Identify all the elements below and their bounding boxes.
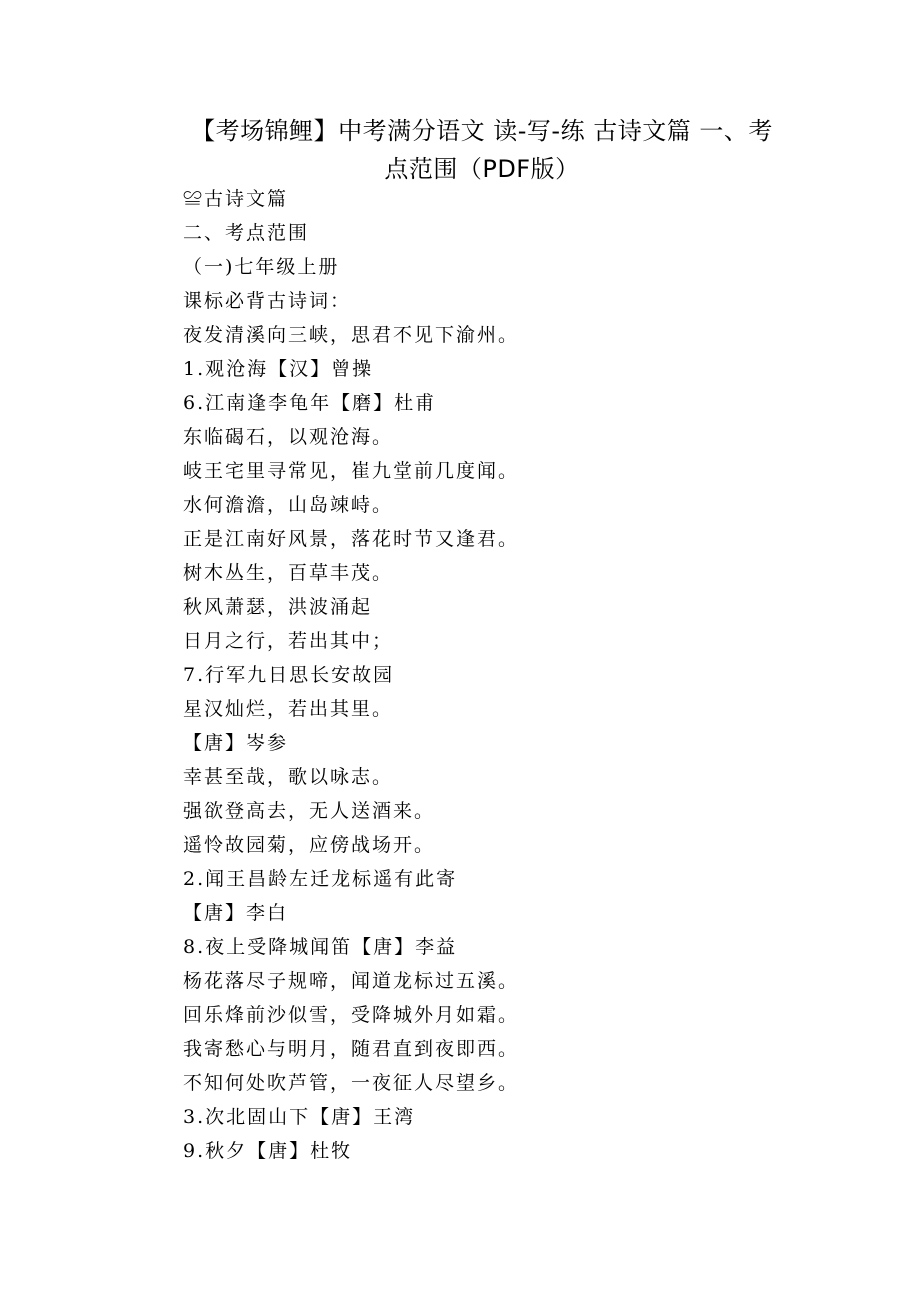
text-line: 回乐烽前沙似雪，受降城外月如霜。 xyxy=(183,1004,520,1026)
text-line: 7.行军九日思长安故园 xyxy=(183,664,395,686)
text-line: 【唐】岑参 xyxy=(183,732,289,754)
text-line: 夜发清溪向三峡，思君不见下渝州。 xyxy=(183,324,520,346)
text-line: 星汉灿烂，若出其里。 xyxy=(183,698,394,720)
text-line: 二、考点范围 xyxy=(183,222,310,244)
text-line: 正是江南好风景，落花时节又逢君。 xyxy=(183,528,520,550)
text-line: 1.观沧海【汉】曾操 xyxy=(183,358,374,380)
text-line: 3.次北固山下【唐】王湾 xyxy=(183,1106,416,1128)
text-line: 课标必背古诗词： xyxy=(183,290,352,312)
text-line: （一)七年级上册 xyxy=(183,256,340,278)
text-line: 日月之行，若出其中； xyxy=(183,630,394,652)
text-line: 不知何处吹芦管，一夜征人尽望乡。 xyxy=(183,1072,520,1094)
text-line: 杨花落尽子规啼，闻道龙标过五溪。 xyxy=(183,970,520,992)
text-line: 【唐】李白 xyxy=(183,902,289,924)
text-line: 东临碣石，以观沧海。 xyxy=(183,426,394,448)
document-body xyxy=(183,182,783,1168)
title-line-1: 【考场锦鲤】中考满分语文 读-写-练 古诗文篇 一、考 xyxy=(191,117,773,145)
document-title xyxy=(176,112,788,188)
text-line: 强欲登高去，无人送酒来。 xyxy=(183,800,436,822)
text-line: 遥怜故园菊，应傍战场开。 xyxy=(183,834,436,856)
text-line: 6.江南逢李龟年【磨】杜甫 xyxy=(183,392,437,414)
text-line: 9.秋夕【唐】杜牧 xyxy=(183,1140,353,1162)
text-line: ≌古诗文篇 xyxy=(183,188,289,210)
text-line: 幸甚至哉，歌以咏志。 xyxy=(183,766,394,788)
text-line: 2.闻王昌龄左迁龙标遥有此寄 xyxy=(183,868,458,890)
text-line: 水何澹澹，山岛竦峙。 xyxy=(183,494,394,516)
title-line-2: 点范围（PDF版） xyxy=(384,155,580,183)
text-line: 我寄愁心与明月，随君直到夜即西。 xyxy=(183,1038,520,1060)
text-line: 8.夜上受降城闻笛【唐】李益 xyxy=(183,936,458,958)
text-line: 秋风萧瑟，洪波涌起 xyxy=(183,596,373,618)
text-line: 岐王宅里寻常见，崔九堂前几度闻。 xyxy=(183,460,520,482)
text-line: 树木丛生，百草丰茂。 xyxy=(183,562,394,584)
